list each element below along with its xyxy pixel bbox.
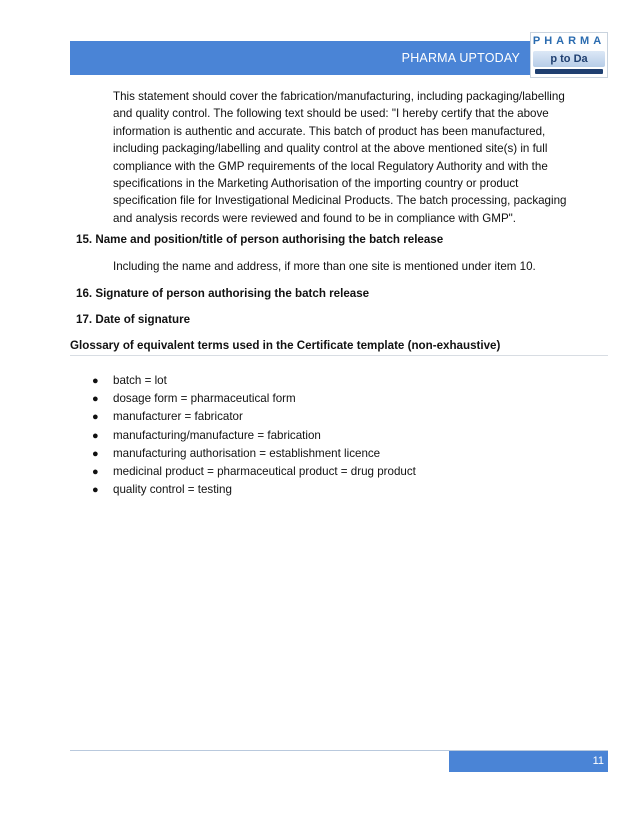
glossary-list xyxy=(92,372,416,499)
statement-line: compliance with the GMP requirements of the local Regulatory Authority and with the xyxy=(113,159,548,173)
statement-line: information is authentic and accurate. This batch of product has been manufactured, xyxy=(113,124,546,138)
statement-line: and quality control. The following text should be used: "I hereby certify that the above xyxy=(113,107,549,121)
item-17-heading: 17. Date of signature xyxy=(76,313,191,326)
glossary-heading: Glossary of equivalent terms used in the Certificate template (non-exhaustive) xyxy=(70,339,501,352)
logo-top-text: PHARMA xyxy=(532,35,606,47)
item-15-heading: 15. Name and position/title of person authorising the batch release xyxy=(76,233,444,246)
glossary-item: ● quality control = testing xyxy=(92,481,416,499)
statement-line: including packaging/labelling and quality control at the above mentioned site(s) in full xyxy=(113,142,548,156)
statement-line: specifications in the Marketing Authorisation of the importing country or product xyxy=(113,177,519,191)
glossary-item: ● manufacturing authorisation = establishment licence xyxy=(92,445,416,463)
logo-mid-text: p to Da xyxy=(533,51,605,67)
header-title: PHARMA UPTODAY xyxy=(401,51,520,65)
glossary-item: ● manufacturing/manufacture = fabrication xyxy=(92,427,416,445)
bullet-icon: ● xyxy=(92,375,99,387)
glossary-divider xyxy=(70,355,608,356)
header-band xyxy=(70,41,530,75)
bullet-icon: ● xyxy=(92,429,99,442)
item-16-heading: 16. Signature of person authorising the batch release xyxy=(76,287,370,300)
bullet-icon: ● xyxy=(92,484,99,497)
statement-line: specification file for Investigational Medicinal Products. The batch processing, packaging xyxy=(113,194,567,208)
logo-underline xyxy=(535,69,603,74)
footer-band xyxy=(449,751,608,772)
pharma-uptoday-logo xyxy=(530,32,608,78)
bullet-icon: ● xyxy=(92,466,99,479)
bullet-icon: ● xyxy=(92,447,99,460)
glossary-item: ● manufacturer = fabricator xyxy=(92,408,416,426)
statement-line: and analysis records were reviewed and found to be in compliance with GMP". xyxy=(113,211,517,225)
page-number: 11 xyxy=(592,755,604,767)
item-15-text: Including the name and address, if more than one site is mentioned under item 10. xyxy=(113,260,536,273)
bullet-icon: ● xyxy=(92,411,99,424)
certification-statement xyxy=(113,88,606,227)
statement-line: This statement should cover the fabrication/manufacturing, including packaging/labelling xyxy=(113,90,565,103)
glossary-item: ● batch = lot xyxy=(92,372,416,390)
bullet-icon: ● xyxy=(92,393,99,406)
glossary-item: ● dosage form = pharmaceutical form xyxy=(92,390,416,408)
glossary-item: ● medicinal product = pharmaceutical product = drug product xyxy=(92,463,416,481)
